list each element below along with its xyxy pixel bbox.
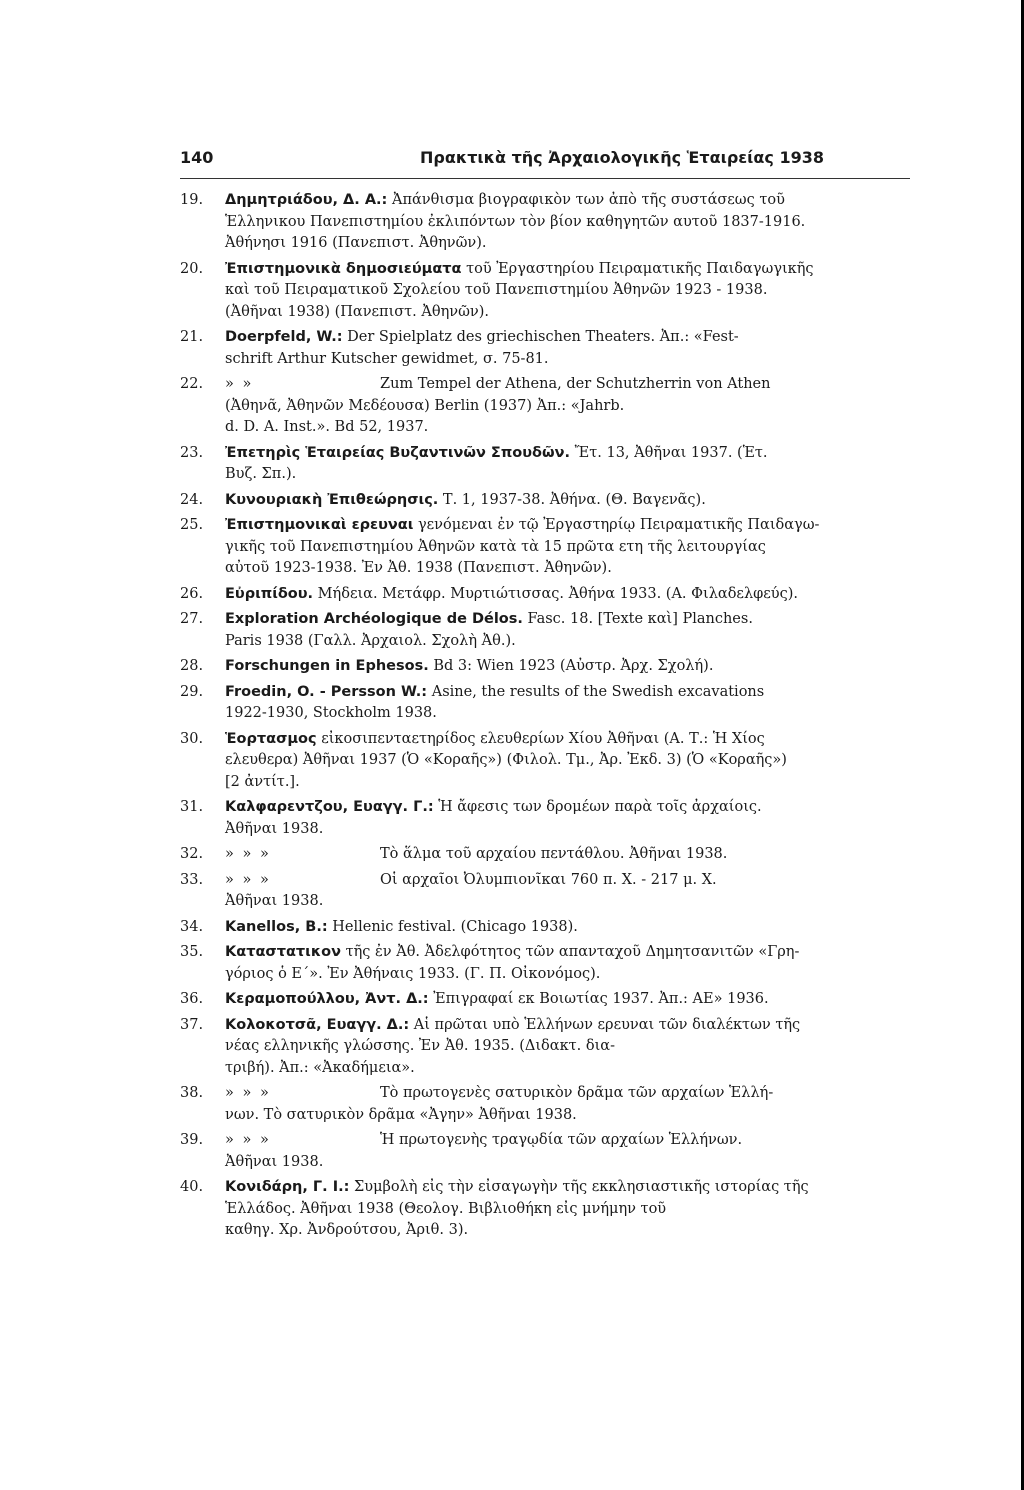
- running-header: [180, 148, 910, 170]
- entry-author: Ἑορτασμος: [225, 730, 317, 747]
- ditto-marks: » » »: [225, 1085, 271, 1101]
- bibliography-entry: [180, 327, 910, 370]
- entry-text: Der Spielplatz des griechischen Theaters. Ἀπ.: «Fest-: [342, 329, 739, 345]
- entry-number: 31.: [180, 799, 204, 815]
- bibliography-entry: [180, 609, 910, 652]
- entry-text: Hellenic festival. (Chicago 1938).: [327, 918, 578, 935]
- entry-author: Εὐριπίδου.: [225, 585, 314, 602]
- bibliography-entry: [180, 989, 910, 1011]
- bibliography-entry: [180, 870, 910, 913]
- entry-text: Ἀπάνθισμα βιογραφικὸν των ἀπὸ τῆς συστάσεως τοῦ: [387, 192, 785, 208]
- entry-number: 40.: [180, 1179, 204, 1195]
- entry-text: Ἡ ἄφεσις των δρομέων παρὰ τοῖς ἀρχαίοις.: [433, 799, 762, 815]
- entry-number: 25.: [180, 517, 204, 533]
- entry-text: (Ἀθῆναι 1938) (Πανεπιστ. Ἀθηνῶν).: [225, 303, 489, 320]
- entry-text: Ἑλλάδος. Ἀθῆναι 1938 (Θεολογ. Βιβλιοθήκη εἰς μνήμην τοῦ: [225, 1200, 667, 1217]
- bibliography-entry: [180, 259, 910, 324]
- entry-text: Zum Tempel der Athena, der Schutzherrin von Athen: [380, 376, 771, 392]
- entry-text: Ἐπιγραφαί εκ Βοιωτίας 1937. Ἀπ.: ΑΕ» 1936.: [428, 991, 769, 1007]
- entry-text: Τὸ ἅλμα τοῦ αρχαίου πεντάθλου. Ἀθῆναι 1938.: [380, 846, 728, 862]
- entry-number: 36.: [180, 991, 204, 1007]
- entry-number: 22.: [180, 376, 204, 392]
- entry-text: νέας ελληνικῆς γλώσσης. Ἐν Ἀθ. 1935. (Διδακτ. δια-: [225, 1038, 615, 1054]
- bibliography-entry: [180, 1177, 910, 1242]
- entry-author: Froedin, O. - Persson W.:: [225, 683, 428, 700]
- entry-number: 26.: [180, 585, 204, 602]
- entry-text: Ἀθήνησι 1916 (Πανεπιστ. Ἀθηνῶν).: [225, 235, 487, 251]
- entry-number: 33.: [180, 871, 204, 888]
- entry-number: 34.: [180, 918, 204, 935]
- bibliography-entry: [180, 515, 910, 580]
- entry-text: νων. Τὸ σατυρικὸν δρᾶμα «Ἀγην» Ἀθῆναι 1938.: [225, 1106, 577, 1123]
- entry-text: αὐτοῦ 1923-1938. Ἐν Ἀθ. 1938 (Πανεπιστ. Ἀθηνῶν).: [225, 560, 612, 576]
- entry-text: τῆς ἐν Ἀθ. Ἀδελφότητος τῶν απανταχοῦ Δημητσανιτῶν «Γρη-: [340, 944, 800, 960]
- entry-text: 1922-1930, Stockholm 1938.: [225, 705, 437, 721]
- entry-text: Τὸ πρωτογενὲς σατυρικὸν δρᾶμα τῶν αρχαίων Ἑλλή-: [380, 1085, 774, 1101]
- entry-text: Ἀθῆναι 1938.: [225, 820, 324, 837]
- entry-author: Καταστατικον: [225, 944, 341, 960]
- bibliography-entry: [180, 729, 910, 794]
- entry-author: Κολοκοτσᾶ, Ευαγγ. Δ.:: [225, 1016, 410, 1033]
- entry-text: Αἱ πρῶται υπὸ Ἑλλήνων ερευναι τῶν διαλέκτων τῆς: [409, 1016, 801, 1033]
- entry-text: τοῦ Ἐργαστηρίου Πειραματικῆς Παιδαγωγικῆς: [461, 260, 814, 277]
- entry-text: (Ἀθηνᾶ, Ἀθηνῶν Μεδέουσα) Berlin (1937) Ἀπ.: «Jahrb.: [225, 397, 625, 414]
- entry-number: 32.: [180, 846, 204, 862]
- entry-author: Ἐπιστημονικὰ δημοσιεύματα: [225, 260, 462, 277]
- entry-number: 24.: [180, 491, 204, 508]
- entry-text: Ἀθῆναι 1938.: [225, 1153, 324, 1170]
- bibliography-entry: [180, 1083, 910, 1126]
- bibliography-entry: [180, 584, 910, 606]
- entry-number: 19.: [180, 192, 204, 208]
- entry-author: Καλφαρεντζου, Ευαγγ. Γ.:: [225, 799, 434, 815]
- entry-number: 38.: [180, 1085, 204, 1101]
- running-title: Πρακτικὰ τῆς Ἀρχαιολογικῆς Ἑταιρείας 1938: [420, 148, 824, 167]
- entry-number: 28.: [180, 658, 204, 674]
- ditto-marks: » » »: [225, 846, 271, 862]
- entry-number: 21.: [180, 329, 204, 345]
- entry-number: 20.: [180, 260, 204, 277]
- bibliography-entry: [180, 443, 910, 486]
- entry-number: 35.: [180, 944, 204, 960]
- entry-text: γενόμεναι ἐν τῷ Ἐργαστηρίῳ Πειραματικῆς Παιδαγω-: [413, 517, 820, 533]
- entry-number: 27.: [180, 611, 204, 627]
- entry-text: Fasc. 18. [Texte καὶ] Planches.: [522, 611, 753, 627]
- ditto-marks: » »: [225, 376, 254, 392]
- entry-number: 37.: [180, 1016, 204, 1033]
- entry-author: Exploration Archéologique de Délos.: [225, 611, 523, 627]
- entry-text: καθηγ. Χρ. Ἀνδρούτσου, Ἀριθ. 3).: [225, 1222, 469, 1238]
- bibliography-entry: [180, 942, 910, 985]
- page-number: 140: [180, 148, 214, 167]
- entry-text: Τ. 1, 1937-38. Ἀθήνα. (Θ. Βαγενᾶς).: [438, 491, 706, 508]
- entry-text: γικῆς τοῦ Πανεπιστημίου Ἀθηνῶν κατὰ τὰ 15 πρῶτα ετη τῆς λειτουργίας: [225, 538, 766, 555]
- bibliography-entry: [180, 490, 910, 512]
- ditto-marks: » » »: [225, 871, 271, 888]
- entry-text: Οἱ αρχαῖοι Ὀλυμπιονῖκαι 760 π. Χ. - 217 μ. Χ.: [380, 871, 717, 888]
- entry-author: Kanellos, B.:: [225, 918, 328, 935]
- entry-text: Μήδεια. Μετάφρ. Μυρτιώτισσας. Ἀθήνα 1933. (Α. Φιλαδελφεύς).: [313, 585, 798, 602]
- entry-number: 30.: [180, 730, 204, 747]
- entry-text: d. D. A. Inst.». Bd 52, 1937.: [225, 419, 429, 435]
- entry-author: Κονιδάρη, Γ. Ι.:: [225, 1179, 350, 1195]
- bibliography-entry: [180, 797, 910, 840]
- entry-text: [2 ἀντίτ.].: [225, 773, 300, 790]
- bibliography-entry: [180, 844, 910, 866]
- entry-text: Ἀθῆναι 1938.: [225, 893, 324, 909]
- entry-author: Κεραμοπούλλου, Ἀντ. Δ.:: [225, 991, 429, 1007]
- entry-author: Ἐπετηρὶς Ἑταιρείας Βυζαντινῶν Σπουδῶν.: [225, 444, 570, 461]
- entry-author: Κυνουριακὴ Ἐπιθεώρησις.: [225, 491, 439, 508]
- bibliography-entry: [180, 1130, 910, 1173]
- entry-number: 29.: [180, 683, 204, 700]
- entry-text: Ἡ πρωτογενὴς τραγῳδία τῶν αρχαίων Ἑλλήνων.: [380, 1132, 743, 1148]
- entry-author: Forschungen in Ephesos.: [225, 658, 429, 674]
- entry-text: Συμβολὴ εἰς τὴν εἰσαγωγὴν τῆς εκκλησιαστικῆς ιστορίας τῆς: [349, 1179, 809, 1195]
- entry-number: 23.: [180, 444, 204, 461]
- entry-text: Paris 1938 (Γαλλ. Ἀρχαιολ. Σχολὴ Ἀθ.).: [225, 632, 516, 649]
- entry-author: Doerpfeld, W.:: [225, 329, 343, 345]
- bibliography-entry: [180, 1015, 910, 1080]
- entry-text: ελευθερα) Ἀθῆναι 1937 (Ὁ «Κοραῆς») (Φιλολ. Τμ., Ἀρ. Ἐκδ. 3) (Ὁ «Κοραῆς»): [225, 752, 787, 768]
- header-rule: [180, 178, 910, 179]
- entry-text: τριβή). Ἀπ.: «Ἀκαδήμεια».: [225, 1059, 415, 1076]
- entry-text: Ἔτ. 13, Ἀθῆναι 1937. (Ἑτ.: [570, 444, 768, 461]
- bibliography-entry: [180, 374, 910, 439]
- entry-author: Ἐπιστημονικαὶ ερευναι: [225, 517, 414, 533]
- bibliography-entry: [180, 917, 910, 939]
- bibliography-entry: [180, 656, 910, 678]
- bibliography-entry: [180, 682, 910, 725]
- entry-text: εἰκοσιπενταετηρίδος ελευθερίων Χίου Ἀθῆναι (Α. Τ.: Ἡ Χίος: [316, 730, 765, 747]
- entry-text: Ἑλληνικου Πανεπιστημίου ἐκλιπόντων τὸν βίον καθηγητῶν αυτοῦ 1837-1916.: [225, 213, 806, 230]
- entry-text: καὶ τοῦ Πειραματικοῦ Σχολείου τοῦ Πανεπιστημίου Ἀθηνῶν 1923 - 1938.: [225, 282, 768, 298]
- entry-text: Asine, the results of the Swedish excavations: [427, 683, 765, 700]
- ditto-marks: » » »: [225, 1132, 271, 1148]
- bibliography-entry: [180, 190, 910, 255]
- bibliography-list: [180, 190, 910, 1242]
- entry-text: schrift Arthur Kutscher gewidmet, σ. 75-81.: [225, 350, 549, 367]
- entry-number: 39.: [180, 1132, 204, 1148]
- entry-text: γόριος ὁ Ε΄». Ἐν Ἀθήναις 1933. (Γ. Π. Οἰκονόμος).: [225, 965, 601, 982]
- entry-author: Δημητριάδου, Δ. Α.:: [225, 192, 388, 208]
- entry-text: Βυζ. Σπ.).: [225, 466, 297, 482]
- entry-text: Bd 3: Wien 1923 (Αὐστρ. Ἀρχ. Σχολή).: [428, 658, 714, 674]
